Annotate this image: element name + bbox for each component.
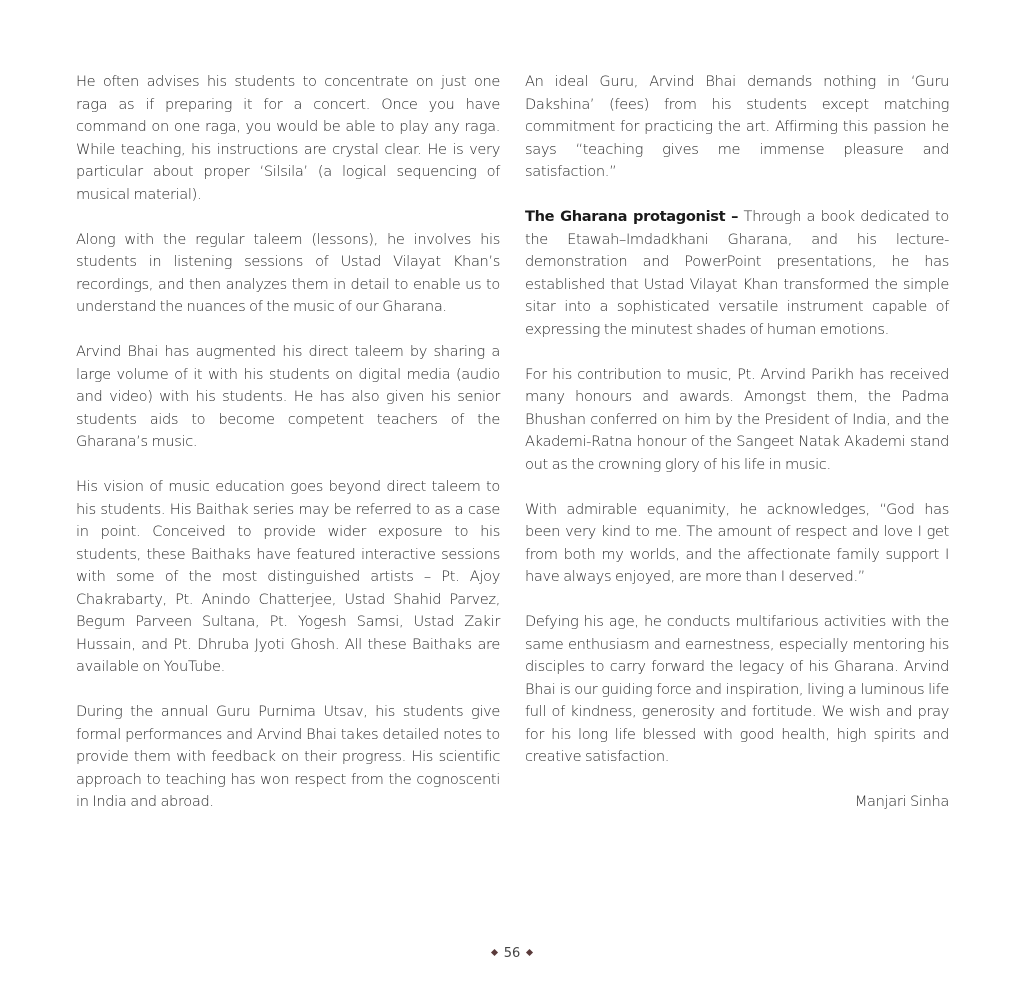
diamond-icon	[491, 948, 498, 955]
page-footer	[0, 946, 1024, 961]
paragraph-listening-sessions: Along with the regular taleem (lessons), he involves his students in listening sessions of Ustad Vilayat Khan’s recordings, and then analyzes them in detail to enable us to understand the nuances of the music of our Gharana.	[76, 230, 500, 315]
section-body-text: Through a book dedicated to the Etawah–Imdadkhani Gharana, and his lecture-demonstration and PowerPoint presentations, he has established that Ustad Vilayat Khan transformed the simple sitar into a sophisticated versatile instrument capable of expressing the minutest shades of human emotions.	[525, 208, 949, 338]
page-number: 56	[503, 946, 521, 961]
paragraph-gharana-protagonist	[525, 206, 949, 341]
paragraph-guru-purnima: During the annual Guru Purnima Utsav, his students give formal performances and Arvind Bhai takes detailed notes to provide them with feedback on their progress. His scientific approach to teaching has won respect from the cognoscenti in India and abroad.	[76, 703, 500, 810]
left-column	[76, 71, 500, 836]
section-lead-heading: The Gharana protagonist –	[525, 208, 739, 225]
paragraph-silsila: He often advises his students to concentrate on just one raga as if preparing it for a concert. Once you have command on one raga, you would be able to play any raga. While teaching, his instructions are crystal clear. He is very particular about proper ‘Silsila’ (a logical sequencing of musical material).	[76, 73, 500, 203]
paragraph-honours: For his contribution to music, Pt. Arvind Parikh has received many honours and awards. Amongst them, the Padma Bhushan conferred on him by the President of India, and the Akademi-Ratna honour of the Sangeet Natak Akademi stand out as the crowning glory of his life in music.	[525, 365, 949, 473]
paragraph-digital-media: Arvind Bhai has augmented his direct taleem by sharing a large volume of it with his students on digital media (audio and video) with his students. He has also given his senior students aids to become competent teachers of the Gharana’s music.	[76, 343, 500, 450]
paragraph-guru-dakshina: An ideal Guru, Arvind Bhai demands nothing in ‘Guru Dakshina’ (fees) from his students except matching commitment for practicing the art. Affirming this passion he says “teaching gives me immense pleasure and satisfaction.”	[525, 73, 949, 180]
diamond-icon	[526, 948, 533, 955]
paragraph-closing: Defying his age, he conducts multifarious activities with the same enthusiasm and earnestness, especially mentoring his disciples to carry forward the legacy of his Gharana. Arvind Bhai is our guiding force and inspiration, living a luminous life full of kindness, generosity and fortitude. We wish and pray for his long life blessed with good health, high spirits and creative satisfaction.	[525, 613, 949, 765]
author-signature: Manjari Sinha	[854, 793, 949, 810]
paragraph-equanimity-quote: With admirable equanimity, he acknowledges, “God has been very kind to me. The amount of respect and love I get from both my worlds, and the affectionate family support I have always enjoyed, are more than I deserved.”	[525, 500, 949, 585]
paragraph-baithak-series: His vision of music education goes beyond direct taleem to his students. His Baithak series may be referred to as a case in point. Conceived to provide wider exposure to his students, these Baithaks have featured interactive sessions with some of the most distinguished artists – Pt. Ajoy Chakrabarty, Pt. Anindo Chatterjee, Ustad Shahid Parvez, Begum Parveen Sultana, Pt. Yogesh Samsi, Ustad Zakir Hussain, and Pt. Dhruba Jyoti Ghosh. All these Baithaks are available on YouTube.	[76, 478, 500, 675]
right-column	[525, 71, 949, 836]
